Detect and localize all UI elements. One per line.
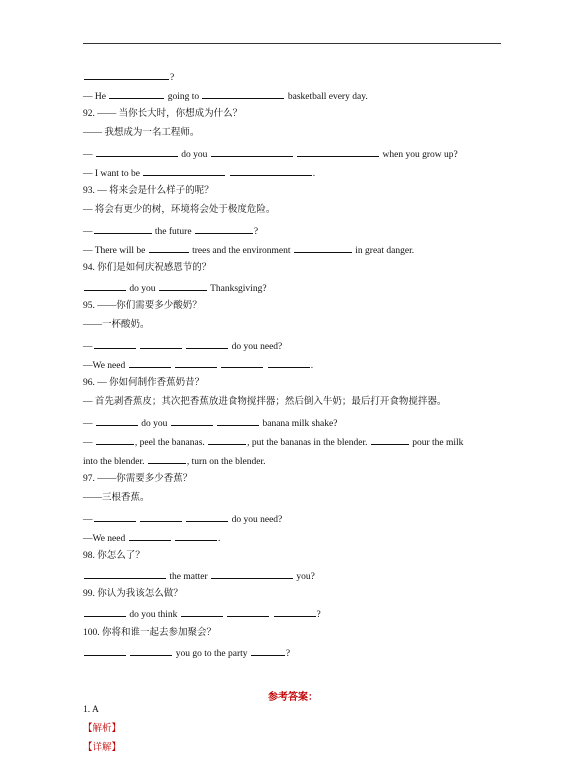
exercise-line <box>83 569 315 584</box>
line-text: . <box>217 534 221 544</box>
exercise-line <box>83 396 446 409</box>
line-text: 97. ——你需要多少香蕉？ <box>83 474 193 484</box>
line-text <box>183 342 185 352</box>
exercise-line <box>83 166 315 181</box>
line-text: — <box>83 227 93 237</box>
exercise-line <box>83 627 216 640</box>
line-text: , peel the bananas. <box>134 438 208 448</box>
line-text: the matter <box>167 572 210 582</box>
line-text: 93. — 将来会是什么样子的呢？ <box>83 186 214 196</box>
line-text: — <box>83 150 95 160</box>
line-text: banana milk shake? <box>260 419 338 429</box>
answer-blank[interactable] <box>186 512 228 522</box>
line-text <box>127 649 129 659</box>
answer-blank[interactable] <box>109 89 164 99</box>
line-text <box>294 150 296 160</box>
line-text: , put the bananas in the blender. <box>247 438 370 448</box>
answer-blank[interactable] <box>227 607 269 617</box>
answer-blank[interactable] <box>171 416 213 426</box>
line-text: . <box>310 361 314 371</box>
line-text: , turn on the blender. <box>186 457 266 467</box>
line-text: —We need <box>83 361 128 371</box>
exercise-line <box>83 224 258 239</box>
line-text <box>137 515 139 525</box>
line-text: ——一杯酸奶。 <box>83 320 150 330</box>
exercise-line <box>83 300 202 313</box>
line-text: — There will be <box>83 246 148 256</box>
line-text: the future <box>152 227 194 237</box>
exercise-line <box>83 492 150 505</box>
exercise-line <box>83 550 145 563</box>
exercise-line <box>83 473 192 486</box>
line-text: into the blender. <box>83 457 147 467</box>
line-text: ? <box>285 649 291 659</box>
line-text: ? <box>253 227 259 237</box>
answer-blank[interactable] <box>94 339 136 349</box>
exercise-line <box>83 204 275 217</box>
answer-blank[interactable] <box>84 281 126 291</box>
line-text: 92. —— 当你长大时，你想成为什么？ <box>83 109 243 119</box>
exercise-line <box>83 127 199 140</box>
answer-blank[interactable] <box>181 607 223 617</box>
line-text: — <box>83 419 95 429</box>
answer-blank[interactable] <box>148 454 186 464</box>
answer-blank[interactable] <box>175 531 217 541</box>
line-text: — <box>83 342 93 352</box>
line-text: do you <box>127 284 158 294</box>
line-text: ? <box>316 610 321 620</box>
answer-blank[interactable] <box>208 435 246 445</box>
answer-blank[interactable] <box>84 646 126 656</box>
exercise-line <box>83 70 174 85</box>
line-text: trees and the environment <box>189 246 293 256</box>
answer-blank[interactable] <box>149 243 189 253</box>
exercise-line <box>83 588 183 601</box>
answer-blank[interactable] <box>274 607 316 617</box>
line-text <box>224 610 226 620</box>
line-text <box>137 342 139 352</box>
line-text: — I want to be <box>83 169 143 179</box>
answer-blank[interactable] <box>130 646 172 656</box>
line-text: basketball every day. <box>285 92 368 102</box>
line-text: —We need <box>83 534 128 544</box>
line-text <box>270 610 272 620</box>
line-text: 99. 你认为我该怎么做？ <box>83 589 183 599</box>
line-text: — <box>83 438 95 448</box>
exercise-line <box>83 89 368 104</box>
line-text <box>172 361 174 371</box>
line-text: 100. 你将和谁一起去参加聚会？ <box>83 628 217 638</box>
answer-blank[interactable] <box>268 358 310 368</box>
answer-1: 1. A <box>83 705 99 715</box>
answer-blank[interactable] <box>140 512 182 522</box>
line-text <box>226 169 228 179</box>
answer-blank[interactable] <box>221 358 263 368</box>
answer-blank[interactable] <box>96 435 134 445</box>
answer-blank[interactable] <box>211 569 293 579</box>
answer-blank[interactable] <box>84 569 166 579</box>
exercise-line <box>83 416 337 431</box>
line-text: do you need? <box>229 342 283 352</box>
exercise-line <box>83 377 204 390</box>
line-text <box>218 361 220 371</box>
exercise-line <box>83 147 458 162</box>
line-text: pour the milk <box>409 438 464 448</box>
exercise-line <box>83 243 414 258</box>
exercise-line <box>83 108 242 121</box>
line-text: — 将会有更少的树，环境将会处于极度危险。 <box>83 205 276 215</box>
exercise-line <box>83 512 282 527</box>
line-text: you? <box>294 572 315 582</box>
line-text: 94. 你们是如何庆祝感恩节的？ <box>83 263 212 273</box>
answer-blank[interactable] <box>84 70 169 80</box>
analysis-tag: 【解析】 <box>83 724 122 734</box>
answer-blank[interactable] <box>94 224 152 234</box>
line-text <box>172 534 174 544</box>
answer-blank[interactable] <box>251 646 285 656</box>
answer-blank[interactable] <box>140 339 182 349</box>
line-text <box>264 361 266 371</box>
answer-blank[interactable] <box>159 281 207 291</box>
answer-blank[interactable] <box>96 416 138 426</box>
line-text: — He <box>83 92 109 102</box>
answer-blank[interactable] <box>217 416 259 426</box>
line-text: going to <box>165 92 202 102</box>
exercise-line <box>83 454 265 469</box>
line-text: when you grow up? <box>380 150 458 160</box>
line-text: do you need? <box>229 515 283 525</box>
line-text <box>183 515 185 525</box>
exercise-line <box>83 262 211 275</box>
answer-blank[interactable] <box>195 224 253 234</box>
line-text: Thanksgiving? <box>207 284 267 294</box>
line-text: do you think <box>127 610 180 620</box>
line-text: do you <box>138 419 170 429</box>
answer-blank[interactable] <box>202 89 284 99</box>
answer-blank[interactable] <box>294 243 352 253</box>
line-text: in great danger. <box>352 246 415 256</box>
answer-blank[interactable] <box>96 147 178 157</box>
answer-blank[interactable] <box>186 339 228 349</box>
line-text: ——三根香蕉。 <box>83 493 150 503</box>
exercise-line <box>83 646 290 661</box>
answer-blank[interactable] <box>143 166 225 176</box>
line-text: — 首先剥香蕉皮；其次把香蕉放进食物搅拌器；然后倒入牛奶；最后打开食物搅拌器。 <box>83 397 447 407</box>
header-rule <box>83 43 501 44</box>
line-text: do you <box>178 150 210 160</box>
line-text: . <box>312 169 316 179</box>
exercise-line <box>83 339 282 354</box>
answer-blank[interactable] <box>297 147 379 157</box>
answers-title: 参考答案： <box>268 692 318 703</box>
exercise-line <box>83 607 321 622</box>
exercise-line <box>83 185 214 198</box>
line-text: —— 我想成为一名工程师。 <box>83 128 200 138</box>
detail-tag: 【详解】 <box>83 743 122 753</box>
line-text: you go to the party <box>173 649 250 659</box>
line-text: 98. 你怎么了？ <box>83 551 145 561</box>
answer-blank[interactable] <box>129 531 171 541</box>
answer-blank[interactable] <box>371 435 409 445</box>
line-text <box>214 419 216 429</box>
answer-blank[interactable] <box>230 166 312 176</box>
answer-blank[interactable] <box>175 358 217 368</box>
exercise-line <box>83 531 220 546</box>
exercise-line <box>83 358 313 373</box>
answer-blank[interactable] <box>94 512 136 522</box>
answer-blank[interactable] <box>211 147 293 157</box>
exercise-line <box>83 319 150 332</box>
answer-blank[interactable] <box>129 358 171 368</box>
exercise-line <box>83 435 463 450</box>
answer-blank[interactable] <box>84 607 126 617</box>
exercise-line <box>83 281 267 296</box>
line-text: — <box>83 515 93 525</box>
line-text: ? <box>170 73 175 83</box>
line-text: 96. — 你如何制作香蕉奶昔？ <box>83 378 205 388</box>
line-text: 95. ——你们需要多少酸奶？ <box>83 301 202 311</box>
